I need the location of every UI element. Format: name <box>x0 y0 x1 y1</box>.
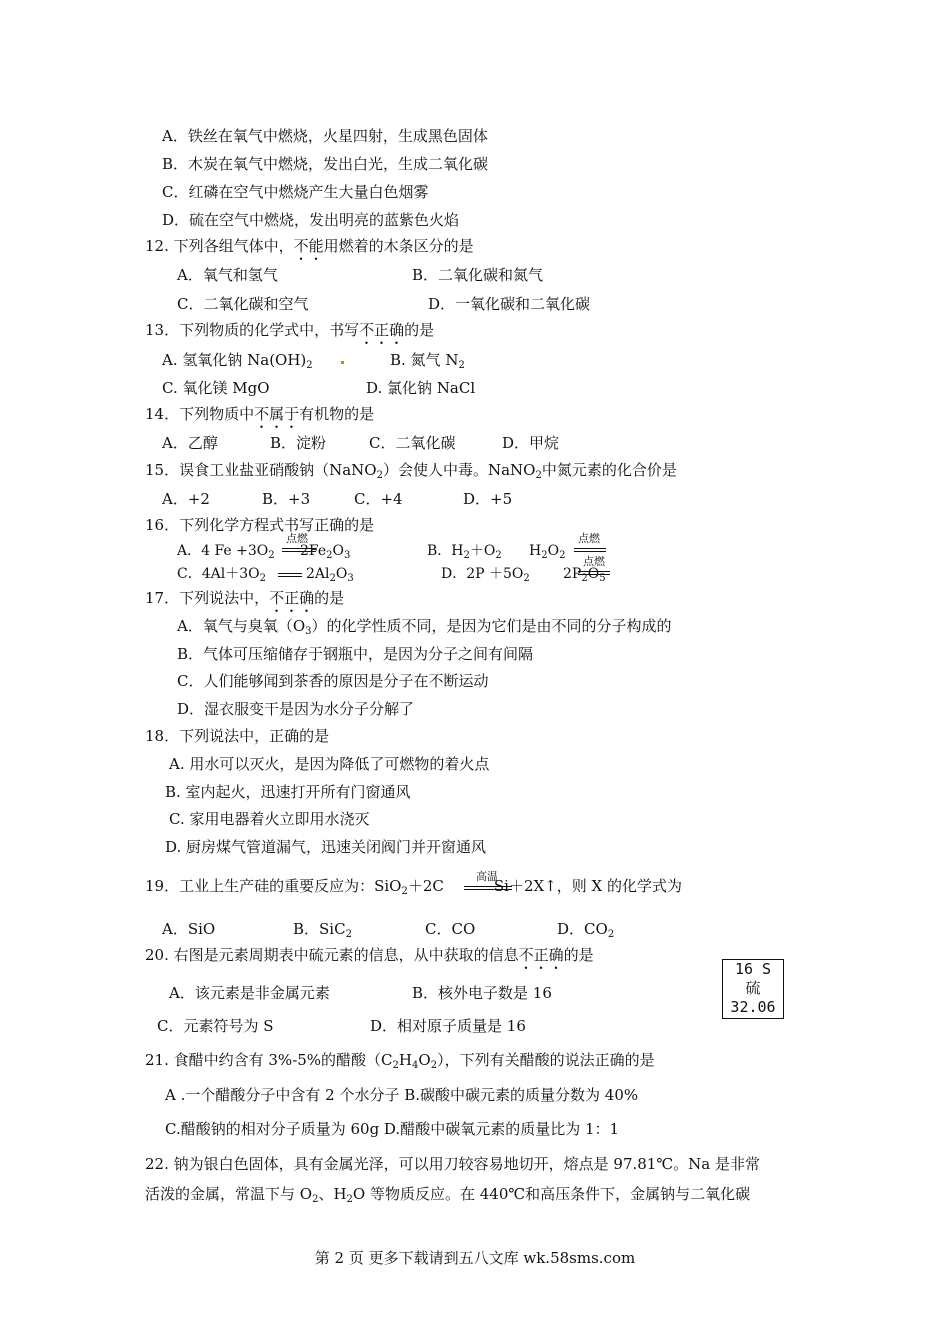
q21-options-ab: A .一个醋酸分子中含有 2 个水分子 B.碳酸中碳元素的质量分数为 40% <box>165 1086 639 1104</box>
page-footer: 第 2 页 更多下载请到五八文库 wk.58sms.com <box>314 1249 636 1267</box>
q20-option-c: C．元素符号为 S <box>157 1017 274 1035</box>
q22-line-2: 活泼的金属，常温下与 $O_2$、$H_2O$ 等物质反应。在 440℃和高压条件下，金属钠与二氧化碳 <box>145 1185 751 1205</box>
q16-d-bar-bottom <box>578 574 610 575</box>
q14-option-d: D．甲烷 <box>502 434 560 452</box>
q16-option-a-right: $2Fe_2O_3$ <box>300 543 351 561</box>
q11-option-d: D．硫在空气中燃烧，发出明亮的蓝紫色火焰 <box>162 211 460 229</box>
q16-stem: 16．下列化学方程式书写正确的是 <box>145 516 375 534</box>
q11-option-b: B．木炭在氧气中燃烧，发出白光，生成二氧化碳 <box>162 155 489 173</box>
element-number-symbol: 16 S <box>734 960 772 978</box>
q22-line-1: 22. 钠为银白色固体，具有金属光泽，可以用刀较容易地切开，熔点是 97.81℃。Na 是非常 <box>145 1155 760 1173</box>
q20-option-a: A．该元素是非金属元素 <box>169 984 330 1002</box>
element-mass: 32.06 <box>730 998 776 1016</box>
q14-option-a: A．乙醇 <box>162 434 218 452</box>
q20-option-b: B．核外电子数是 16 <box>412 984 552 1002</box>
q16-option-a-left: A．4 $Fe +3O_2$ <box>177 543 275 561</box>
q16-option-d-left: D．$2P +5O_2$ <box>441 566 530 584</box>
q19-condition: 高温 <box>476 870 498 883</box>
q11-option-c: C．红磷在空气中燃烧产生大量白色烟雾 <box>162 183 429 201</box>
q17-option-b: B．气体可压缩储存于钢瓶中，是因为分子之间有间隔 <box>177 645 534 663</box>
element-name: 硫 <box>745 979 761 997</box>
q19-bar-top <box>464 886 512 887</box>
q19-option-a: A．SiO <box>162 920 216 938</box>
stray-mark <box>341 361 344 364</box>
q15-option-a: A．+2 <box>162 490 210 508</box>
q12-option-b: B．二氧化碳和氮气 <box>412 266 544 284</box>
q16-d-bar-top <box>578 571 610 572</box>
q16-a-condition: 点燃 <box>286 532 308 545</box>
q17-stem: 17．下列说法中，不正确的是 <box>145 589 345 607</box>
sulfur-element-card <box>722 959 784 1019</box>
q18-option-b: B. 室内起火，迅速打开所有门窗通风 <box>165 783 411 801</box>
q16-option-c-right: $2Al_2O_3$ <box>306 566 354 584</box>
q19-option-c: C．CO <box>425 920 476 938</box>
q20-option-d: D．相对原子质量是 16 <box>370 1017 526 1035</box>
q20-stem: 20. 右图是元素周期表中硫元素的信息，从中获取的信息不正确的是 <box>145 946 594 964</box>
q17-option-a: A．氧气与臭氧$(O_3)$的化学性质不同，是因为它们是由不同的分子构成的 <box>177 617 672 637</box>
q19-stem: 19．工业上生产硅的重要反应为：SiO$_2$＋2C Si＋2X↑，则 X 的化学式为 <box>145 877 682 897</box>
q16-b-bar-top <box>574 548 606 549</box>
q15-option-d: D．+5 <box>463 490 513 508</box>
q19-option-d: D．$CO_2$ <box>557 920 615 940</box>
q16-c-bar-top <box>278 573 302 574</box>
q14-stem: 14．下列物质中不属于有机物的是 <box>145 405 375 423</box>
q13-stem: 13．下列物质的化学式中，书写不正确的是 <box>145 321 435 339</box>
q12-stem: 12. 下列各组气体中，不能用燃着的木条区分的是 <box>145 237 474 255</box>
q13-option-b: B. 氮气 $N_2$ <box>390 351 465 371</box>
q19-bar-bottom <box>464 889 512 890</box>
q13-option-a: A. 氢氧化钠 $Na(OH)_2$ <box>162 351 313 371</box>
q17-option-d: D．湿衣服变干是因为水分子分解了 <box>177 700 415 718</box>
q21-options-cd: C.醋酸钠的相对分子质量为 60g D.醋酸中碳氧元素的质量比为 1：1 <box>165 1120 620 1138</box>
q15-option-c: C．+4 <box>354 490 403 508</box>
q16-d-condition: 点燃 <box>583 555 605 568</box>
q11-option-a: A．铁丝在氧气中燃烧，火星四射，生成黑色固体 <box>162 127 488 145</box>
q16-b-condition: 点燃 <box>578 532 600 545</box>
q14-option-b: B．淀粉 <box>270 434 327 452</box>
q16-option-c-left: C．$4Al+3O_2$ <box>177 566 266 584</box>
q12-option-c: C．二氧化碳和空气 <box>177 295 309 313</box>
q16-c-bar-bottom <box>278 576 302 577</box>
q13-option-d: D. 氯化钠 NaCl <box>366 379 476 397</box>
q12-option-a: A．氧气和氢气 <box>177 266 278 284</box>
q16-option-b-left: B．$H_2+O_2$ <box>427 543 502 561</box>
q15-stem: 15．误食工业盐亚硝酸钠（NaNO$_2$）会使人中毒。NaNO$_2$中氮元素的化合价是 <box>145 461 677 481</box>
q18-option-d: D. 厨房煤气管道漏气，迅速关闭阀门并开窗通风 <box>165 838 487 856</box>
q21-stem: 21. 食醋中约含有 3%-5%的醋酸$(C_2H_4O_2)$，下列有关醋酸的说法正确的是 <box>145 1051 655 1071</box>
q18-option-a: A. 用水可以灭火，是因为降低了可燃物的着火点 <box>169 755 490 773</box>
q13-option-c: C. 氧化镁 MgO <box>162 379 270 397</box>
q12-option-d: D．一氧化碳和二氧化碳 <box>428 295 591 313</box>
q18-stem: 18．下列说法中，正确的是 <box>145 727 330 745</box>
q17-option-c: C．人们能够闻到茶香的原因是分子在不断运动 <box>177 672 489 690</box>
q16-option-b-right: $H_2O_2$ <box>529 543 566 561</box>
q18-option-c: C. 家用电器着火立即用水浇灭 <box>169 810 370 828</box>
q14-option-c: C．二氧化碳 <box>369 434 456 452</box>
q15-option-b: B．+3 <box>262 490 311 508</box>
q16-b-bar-bottom <box>574 551 606 552</box>
q19-option-b: B．SiC$_2$ <box>293 920 352 940</box>
q16-option-d-right: $2P_2O_5$ <box>563 566 606 584</box>
